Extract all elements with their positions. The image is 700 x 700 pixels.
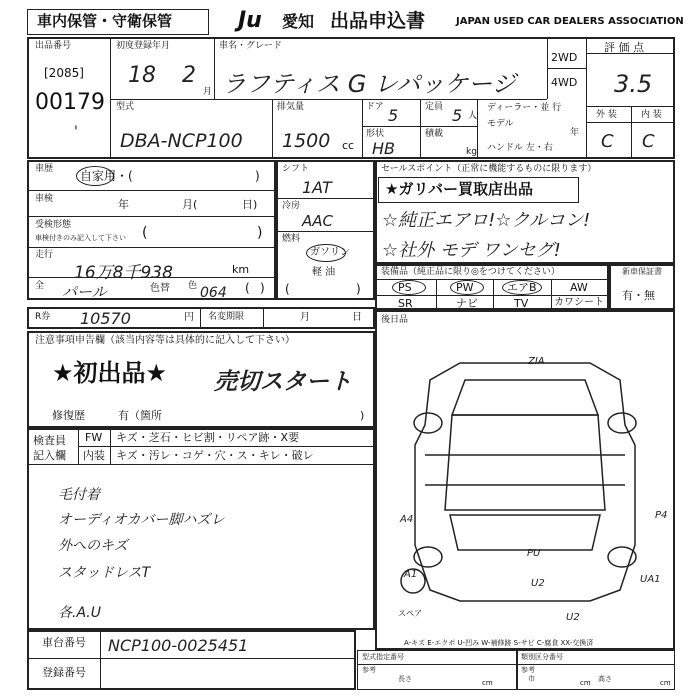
height-label: 高さ: [598, 675, 612, 683]
rear-window: [450, 515, 600, 550]
inner-label: 内装: [83, 449, 105, 462]
sales-line1: ☆純正エアロ!☆クルコン!: [382, 210, 591, 231]
reg-year: 18: [128, 63, 156, 88]
mileage-value: 16万8千938: [74, 263, 173, 283]
aircon-value: AAC: [302, 212, 333, 230]
mark-front: ZIA: [528, 356, 545, 367]
equip-aw: AW: [570, 281, 588, 294]
rear-right-wheel: [608, 547, 636, 567]
mileage-unit: km: [232, 263, 250, 276]
type-label: 型式: [116, 102, 135, 112]
seats-label: 定員: [425, 102, 444, 112]
inner-text: キズ・汚レ・コゲ・穴・ス・キレ・破レ: [116, 449, 314, 462]
color-close: ): [260, 281, 265, 295]
mark-bl: A1: [404, 569, 418, 580]
warranty-label: 新車保証書: [622, 267, 662, 276]
color-change-label: 色替: [150, 283, 170, 294]
front-right-wheel: [608, 413, 636, 433]
model-value: ラフティス G レパッケージ: [222, 70, 516, 98]
sell-start: 売切スタート: [214, 369, 352, 395]
category-width: 巾: [528, 675, 535, 683]
certificate-label: 受検形態: [35, 220, 72, 230]
fw-label: FW: [85, 431, 103, 444]
chassis-value: NCP100-0025451: [108, 636, 249, 655]
drive-2wd: 2WD: [551, 51, 578, 64]
mark-br: UA1: [640, 574, 661, 585]
sales-banner: ★ガリバー買取店出品: [385, 180, 533, 198]
spare-label: スペア: [398, 609, 422, 618]
note-each: 各.A.U: [58, 605, 101, 621]
type-approval-label: 型式指定番号: [362, 653, 404, 661]
seats-unit: 人: [468, 111, 478, 121]
reg-month-unit: 月: [203, 87, 213, 97]
warranty-value: 有・無: [622, 289, 655, 302]
lot-label: 出品番号: [35, 41, 72, 51]
color-code: 064: [200, 285, 227, 301]
type-value: DBA-NCP100: [120, 130, 243, 152]
shape-label: 形状: [366, 129, 385, 139]
load-label: 積載: [425, 129, 444, 139]
repair-value: 有（箇所: [118, 409, 162, 422]
displacement-value: 1500: [282, 130, 331, 152]
sales-line2: ☆社外 モデ ワンセグ!: [382, 240, 561, 261]
mark-bm: U2: [531, 578, 545, 589]
equip-ps: PS: [398, 281, 412, 294]
doors-label: ドア: [366, 102, 384, 112]
inspector-label1: 検査員: [33, 434, 66, 447]
recycle-label: R券: [35, 312, 51, 322]
mark-center: PU: [527, 548, 541, 559]
recycle-unit: 円: [184, 312, 194, 323]
history-close: ): [255, 169, 260, 183]
model-label: 車名・グレード: [219, 41, 283, 51]
note-hair: 毛付着: [58, 487, 100, 503]
category-label: 類別区分番号: [521, 653, 563, 661]
mark-left: A4: [400, 514, 414, 525]
shift-label: シフト: [282, 164, 310, 174]
after-label: 後日品: [381, 315, 409, 325]
equip-tv: TV: [514, 297, 529, 310]
color-value: パール: [62, 283, 107, 301]
form-title: 出品申込書: [330, 10, 426, 32]
name-change-label: 名変期限: [208, 312, 245, 322]
mark-rear: U2: [566, 612, 580, 623]
fuel-diesel: 軽 油: [312, 267, 336, 278]
fuel-label: 燃料: [282, 234, 301, 244]
plate-label: 登録番号: [42, 666, 86, 679]
rating-label: 評 価 点: [604, 41, 644, 54]
dealer-model: モデル: [487, 119, 514, 129]
dealer-label: ディーラー・並 行: [487, 103, 562, 113]
storage-label: 車内保管・守衛保管: [37, 12, 173, 30]
displacement-label: 排気量: [277, 102, 305, 112]
front-left-wheel: [414, 413, 442, 433]
interior-label: 内 装: [641, 110, 662, 120]
rating-score: 3.5: [614, 70, 653, 98]
certificate-sub: 車検付きのみ記入して下さい: [35, 234, 126, 242]
inspection-month: 月(: [182, 198, 198, 211]
fuel-close: ): [356, 282, 361, 296]
equip-navi: ナビ: [456, 297, 478, 310]
cabin: [445, 415, 605, 510]
lot-number: 00179: [35, 90, 105, 115]
reg-label: 初度登録年月: [116, 41, 171, 51]
inspection-year: 年: [118, 198, 129, 211]
type-approval-ref: 参考: [362, 666, 376, 674]
history-value: 自家用・(: [80, 169, 133, 183]
interior-grade: C: [642, 131, 655, 152]
certificate-open: (: [142, 225, 148, 241]
car-diagram: [380, 345, 675, 615]
drive-4wd: 4WD: [551, 76, 578, 89]
exterior-label: 外 装: [596, 110, 617, 120]
type-approval-length: 長さ: [398, 675, 412, 683]
inspection-label: 車検: [35, 194, 54, 204]
history-label: 車歴: [35, 164, 54, 174]
sales-label: セールスポイント（正常に機能するものに限ります）: [381, 164, 597, 174]
equip-airbag: エアB: [507, 281, 537, 294]
doors-value: 5: [388, 106, 399, 125]
inspector-label2: 記入欄: [33, 449, 66, 462]
inspection-day: 日): [242, 198, 258, 211]
lot-mark: ': [74, 124, 78, 140]
notes-label: 注意事項申告欄（該当内容等は具体的に記入して下さい）: [35, 335, 295, 346]
name-change-day: 日: [352, 312, 362, 323]
exterior-grade: C: [601, 131, 614, 152]
note-audio: オーディオカバー脚ハズレ: [58, 512, 225, 528]
mileage-label: 走行: [35, 250, 54, 260]
load-unit: kg: [466, 147, 477, 157]
handle-label: ハンドル 左・右: [487, 143, 553, 153]
windshield: [452, 380, 598, 415]
category-ref: 参考: [521, 666, 535, 674]
repair-label: 修復歴: [52, 409, 85, 422]
fuel-open: (: [285, 282, 290, 296]
color-ex-label: 全: [35, 281, 45, 291]
category-unit: cm: [580, 679, 591, 687]
fw-text: キズ・芝石・ヒビ割・リペア跡・X要: [116, 431, 300, 444]
displacement-unit: cc: [342, 139, 355, 152]
association-name: JAPAN USED CAR DEALERS ASSOCIATION: [456, 16, 684, 27]
height-unit: cm: [660, 679, 671, 687]
dealer-year: 年: [570, 128, 580, 138]
note-studless: スタッドレスT: [58, 565, 151, 581]
name-change-month: 月: [300, 312, 310, 323]
color-open: (: [245, 281, 250, 295]
equip-sr: SR: [398, 297, 413, 310]
car-body-outline: [415, 363, 635, 601]
equip-seat: カワシート: [554, 297, 604, 308]
chassis-label: 車台番号: [42, 636, 86, 649]
seats-value: 5: [452, 106, 463, 125]
first-listing: ★初出品★: [52, 359, 168, 387]
shape-value: HB: [372, 139, 396, 158]
org-name: 愛知: [282, 12, 315, 31]
damage-legend: A-キズ E-エクボ U-凹み W-補修跡 S-サビ C-腐食 XX-交換済: [404, 639, 594, 647]
type-approval-unit: cm: [482, 679, 493, 687]
recycle-value: 10570: [80, 309, 131, 328]
ju-logo: Ju: [238, 8, 262, 33]
repair-close: ): [360, 409, 365, 422]
certificate-close: ): [257, 225, 263, 241]
fuel-gasoline: ガソリン: [310, 247, 350, 258]
reg-month: 2: [182, 63, 196, 88]
color-code-label: 色: [188, 281, 198, 291]
note-outside: 外へのキズ: [58, 538, 128, 554]
mark-right: P4: [655, 510, 668, 521]
equip-pw: PW: [456, 281, 474, 294]
equipment-label: 装備品（純正品に限り◎をつけてください）: [381, 267, 560, 277]
lot-code: [2085]: [44, 66, 84, 80]
rear-left-wheel: [414, 547, 442, 567]
aircon-label: 冷房: [282, 201, 301, 211]
shift-value: 1AT: [302, 178, 332, 197]
